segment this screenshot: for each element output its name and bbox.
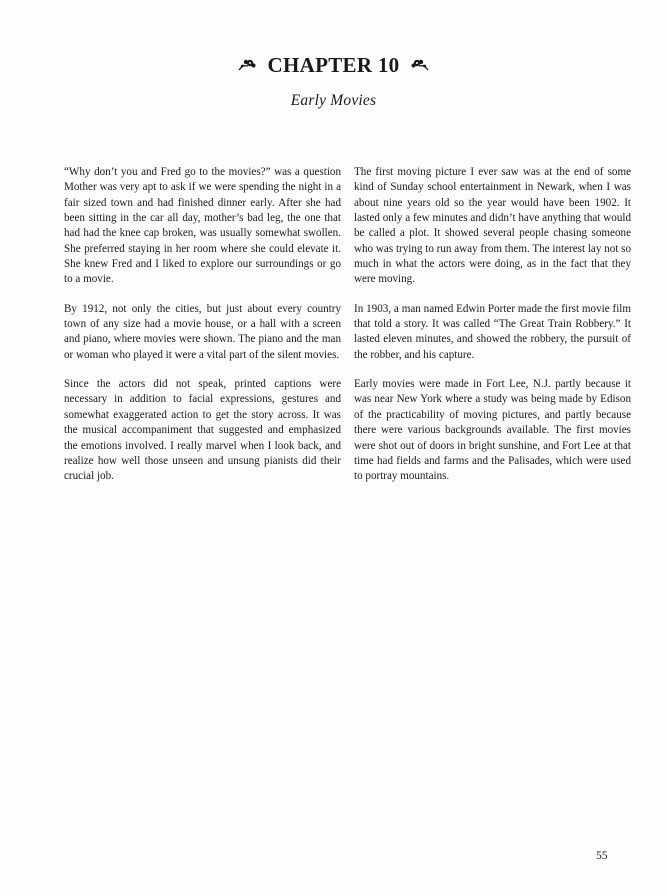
paragraph: “Why don’t you and Fred go to the movies?” was a question Mother was very apt to ask if we were spending the night in a fair sized town and had finished dinner early. After she had been sitting in the car all day, mother’s bad leg, the one that had had the knee cap broken, was usually somewhat swollen. She preferred staying in her room where she could elevate it. She knew Fred and I liked to explore our surroundings or go to a movie.	[64, 166, 341, 286]
chapter-subtitle: Early Movies	[290, 92, 377, 109]
paragraph: Early movies were made in Fort Lee, N.J. partly because it was near New York where a study was being made by Edison of the practicability of moving pictures, and partly because there were various backgrounds available. The first movies were shot out of doors in bright sunshine, and Fort Lee at that time had fields and farms and the Palisades, which were used to portray mountains.	[354, 378, 631, 483]
paragraph: In 1903, a man named Edwin Porter made the first movie film that told a story. It was called “The Great Train Robbery.” It lasted eleven minutes, and showed the robbery, the pursuit of the robber, and his capture.	[354, 302, 631, 361]
paragraph: The first moving picture I ever saw was at the end of some kind of Sunday school entertainment in Newark, when I was about nine years old so the year would have been 1902. It lasted only a few minutes and didn’t have anything that would be called a plot. It showed several people chasing someone who was trying to run away from them. The interest lay not so much in what the actors were doing, as in the fact that they were moving.	[354, 166, 631, 286]
page-number: 55	[596, 850, 608, 862]
chapter-heading	[0, 52, 667, 78]
paragraph: Since the actors did not speak, printed captions were necessary in addition to facial expressions, gestures and somewhat exaggerated action to get the story across. It was the musical accompaniment that suggested and emphasized the emotions involved. I really marvel when I look back, and realize how well those unseen and unsung pianists did their crucial job.	[64, 378, 341, 483]
right-column	[354, 165, 631, 499]
chapter-title: CHAPTER 10	[267, 53, 400, 77]
flower-ornament-icon	[410, 57, 430, 73]
flower-ornament-icon	[237, 57, 257, 73]
left-column	[64, 165, 341, 499]
paragraph: By 1912, not only the cities, but just about every country town of any size had a movie house, or a hall with a screen and piano, where movies were shown. The piano and the man or woman who played it were a vital part of the silent movies.	[64, 302, 341, 361]
